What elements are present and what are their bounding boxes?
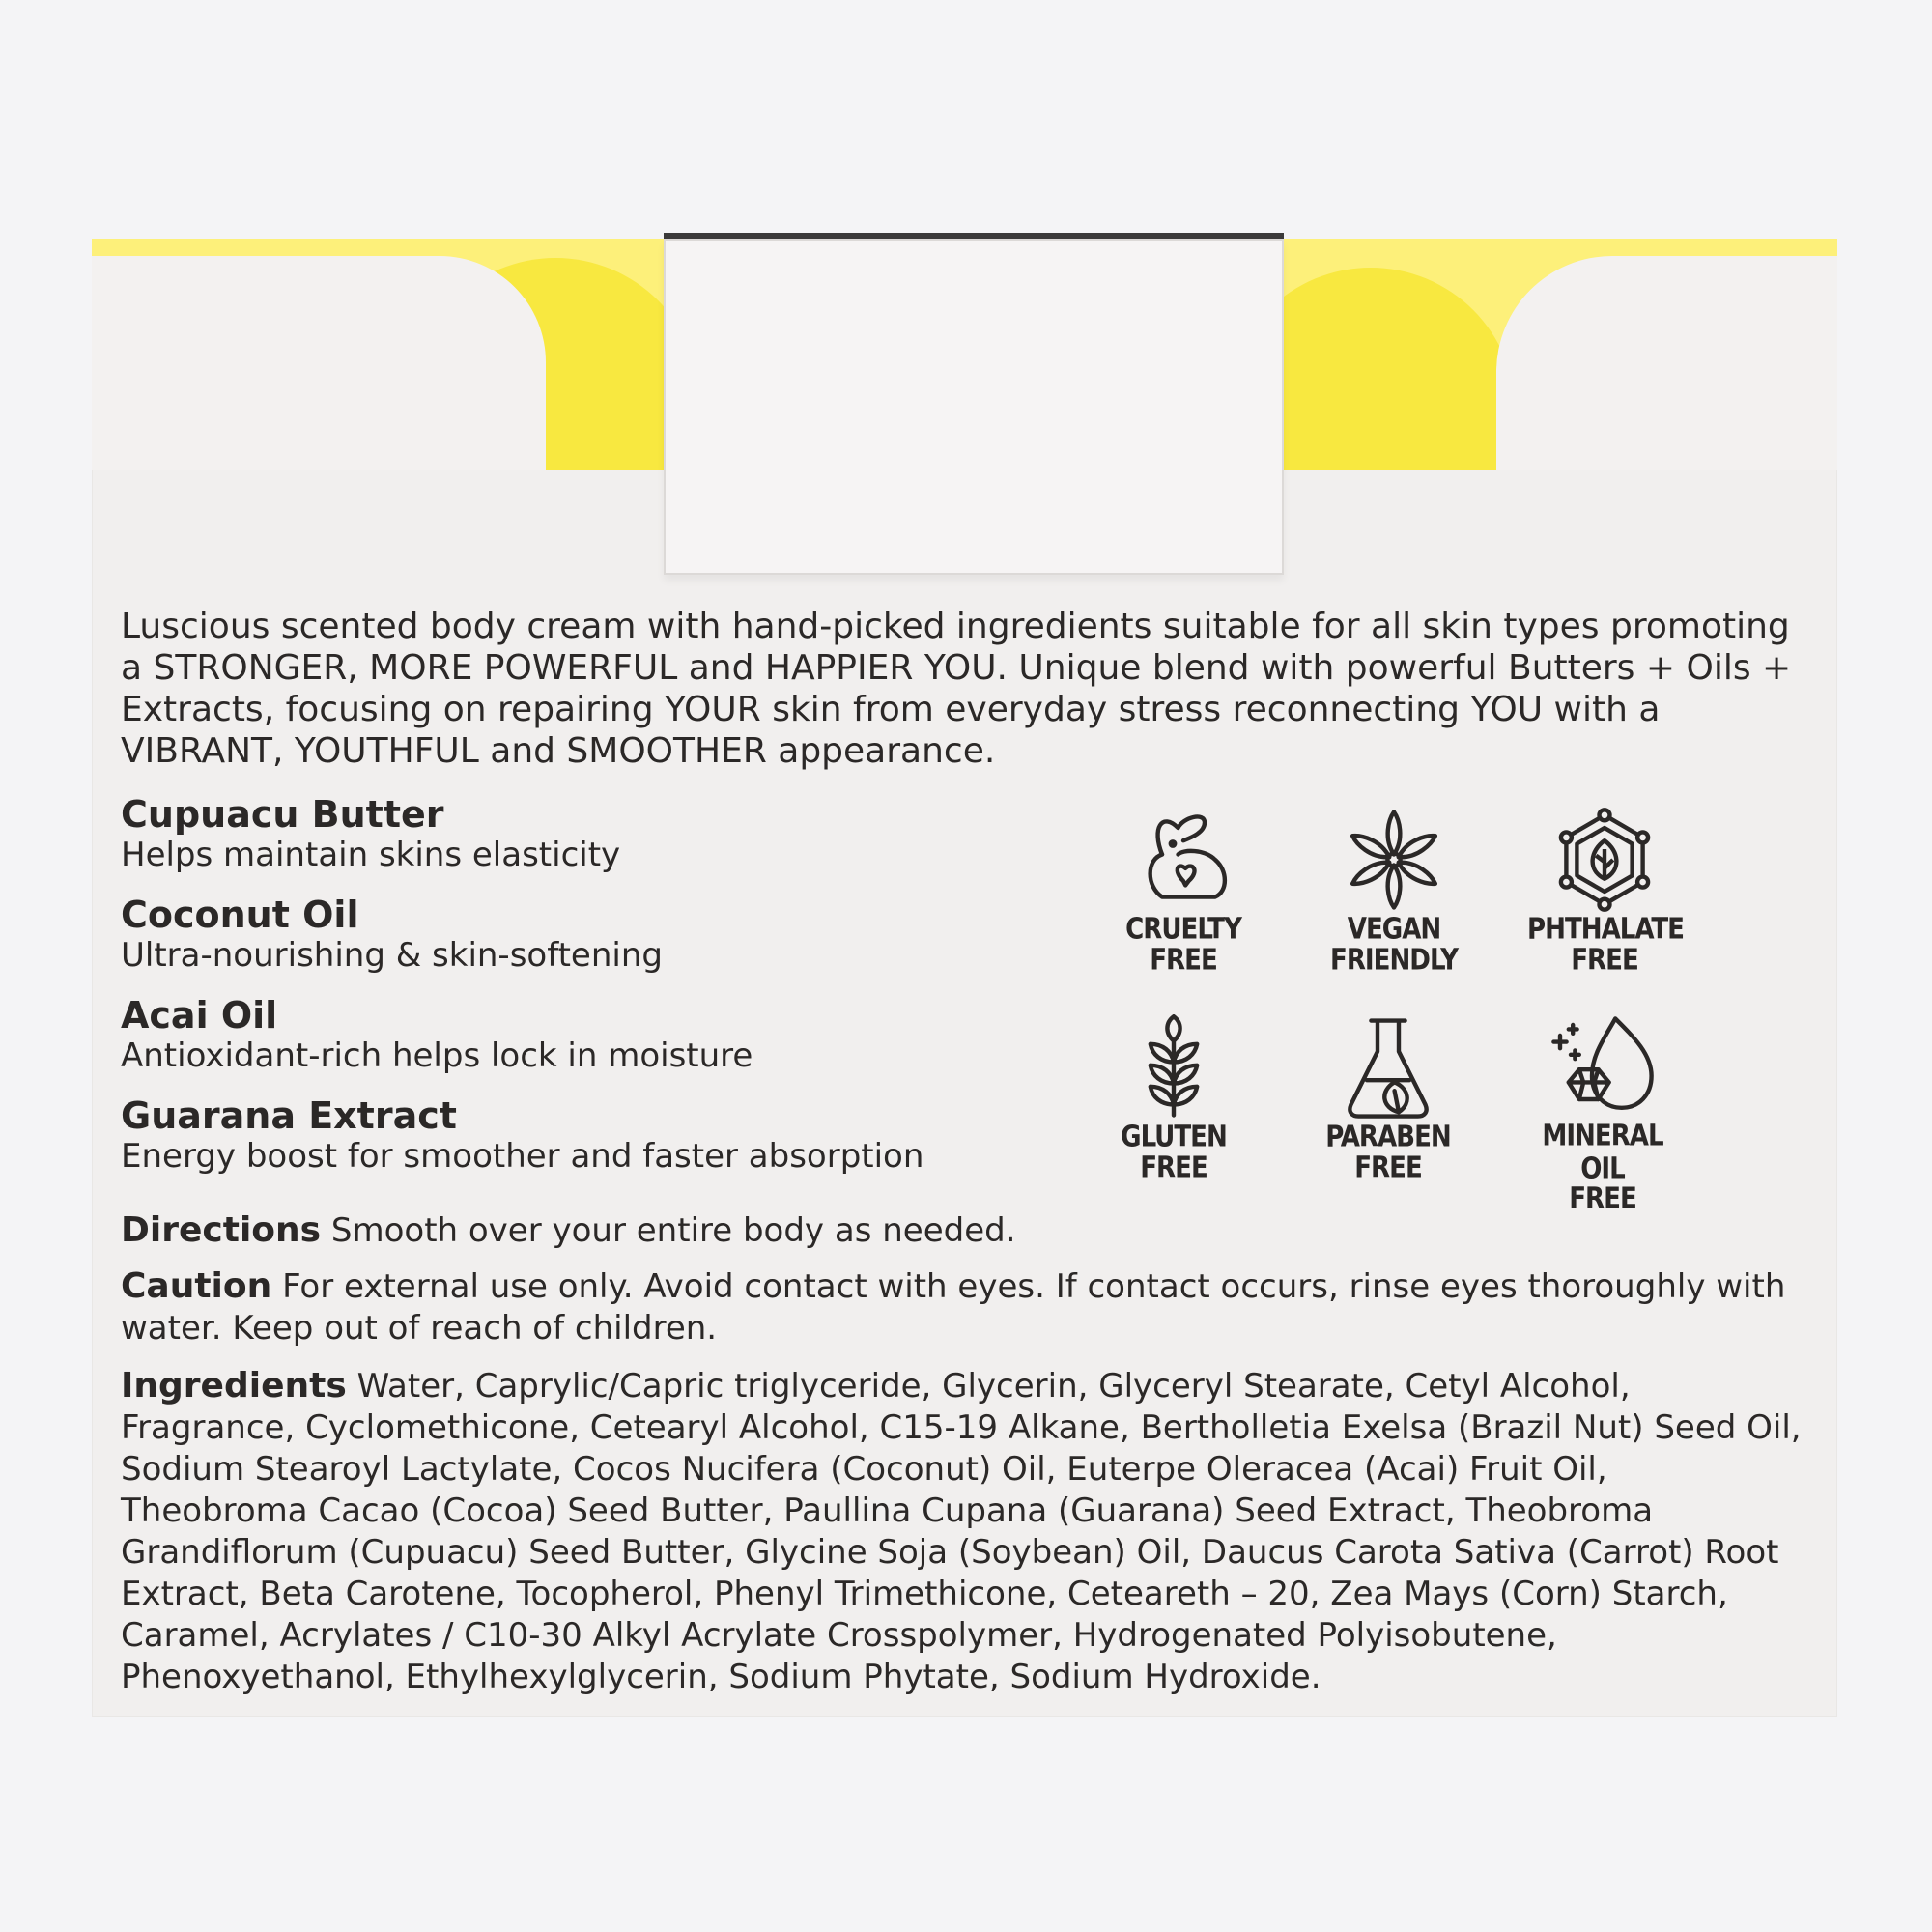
yellow-window-right [1284,239,1837,470]
yellow-window-left [92,239,664,470]
ingredient-benefit: Energy boost for smoother and faster absorption [121,1137,924,1176]
product-box-panel [92,239,1837,1717]
badge-label: VEGAN [1347,911,1441,946]
badge-phthalate-free [1527,807,1682,975]
badge-label: GLUTEN [1121,1119,1227,1153]
badge-label: FREE [1140,1150,1208,1184]
ingredient-benefit: Helps maintain skins elasticity [121,836,621,874]
badge-label: MINERAL OIL [1542,1118,1663,1185]
badge-label: PHTHALATE [1527,911,1684,946]
badge-label: FREE [1354,1150,1422,1184]
claim-badges [1096,807,1684,1215]
flower-icon [1341,807,1447,913]
directions-paragraph [121,1209,1792,1252]
caution-paragraph [121,1265,1792,1350]
directions-text: Smooth over your entire body as needed. [330,1211,1016,1250]
badge-vegan-friendly [1317,807,1471,975]
ingredient-name: Coconut Oil [121,894,359,936]
drop-gem-icon [1549,1014,1656,1121]
badge-gluten-free [1096,1014,1251,1182]
badge-label: FREE [1571,942,1638,977]
badge-label: FREE [1150,942,1217,977]
badge-label: FRIENDLY [1330,942,1458,977]
box-tab-flap [664,239,1284,575]
badge-cruelty-free [1106,807,1261,975]
ingredients-text: Water, Caprylic/Capric triglyceride, Glycerin, Glyceryl Stearate, Cetyl Alcohol, Fragrance, Cyclomethicone, Cetearyl Alcohol, C15-19 Alkane, Bertholletia Exelsa (Brazil Nut) Seed Oil, Sodium Stearoyl Lactylate, Cocos Nucifera (Coconut) Oil, Euterpe Oleracea (Acai) Fruit Oil, Theobroma Cacao (Cocoa) Seed Butter, Paullina Cupana (Guarana) Seed Extract, Theobroma Grandiflorum (Cupuacu) Seed Butter, Glycine Soja (Soybean) Oil, Daucus Carota Sativa (Carrot) Root Extract, Beta Carotene, Tocopherol, Phenyl Trimethicone, Ceteareth – 20, Zea Mays (Corn) Starch, Caramel, Acrylates / C10-30 Alkyl Acrylate Crosspolymer, Hydrogenated Polyisobutene, Phenoxyethanol, Ethylhexylglycerin, Sodium Phytate, Sodium Hydroxide. [121,1367,1802,1696]
badge-mineral-oil-free [1525,1014,1680,1213]
wheat-icon [1121,1014,1227,1121]
product-description: Luscious scented body cream with hand-picked ingredients suitable for all skin types promoting a STRONGER, MORE POWERFUL and HAPPIER YOU. Unique blend with powerful Butters + Oils + Extracts, focusing on repairing YOUR skin from everyday stress reconnecting YOU with a VIBRANT, YOUTHFUL and SMOOTHER appearance. [121,607,1792,771]
ingredients-label: Ingredients [121,1366,347,1406]
badge-label: PARABEN [1325,1119,1451,1153]
badge-label: CRUELTY [1125,911,1241,946]
key-ingredients-list [121,793,990,1195]
ingredient-name: Cupuacu Butter [121,793,444,836]
directions-label: Directions [121,1210,322,1250]
badge-label: FREE [1569,1180,1636,1215]
caution-text: For external use only. Avoid contact with eyes. If contact occurs, rinse eyes thoroughly with water. Keep out of reach of children. [121,1267,1786,1348]
leaf-hexagon-icon [1551,807,1658,913]
ingredient-benefit: Antioxidant-rich helps lock in moisture [121,1037,753,1075]
ingredient-benefit: Ultra-nourishing & skin-softening [121,936,663,975]
caution-label: Caution [121,1266,272,1306]
rabbit-heart-icon [1130,807,1236,913]
ingredients-paragraph [121,1365,1802,1698]
flask-leaf-icon [1335,1014,1441,1121]
ingredient-name: Guarana Extract [121,1094,457,1137]
badge-paraben-free [1311,1014,1465,1182]
ingredient-name: Acai Oil [121,994,278,1037]
